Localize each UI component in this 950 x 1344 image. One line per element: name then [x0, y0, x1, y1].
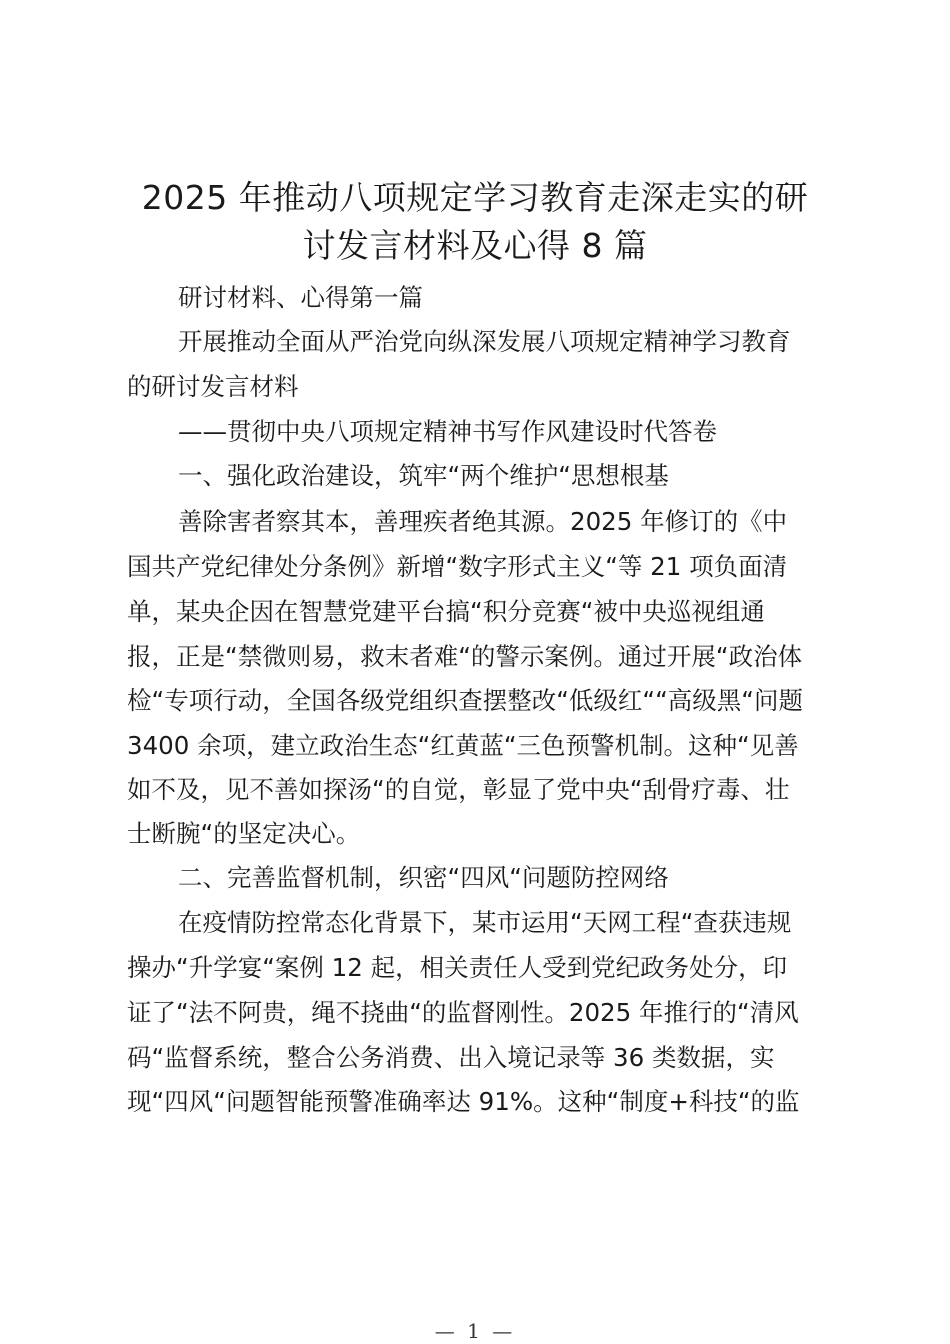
paragraph-line: 码“监督系统，整合公务消费、出入境记录等 36 类数据，实	[127, 1043, 775, 1072]
paragraph-line: 在疫情防控常态化背景下，某市运用“天网工程“查获违规	[178, 908, 792, 937]
paragraph-line: 现“四风“问题智能预警准确率达 91%。这种“制度+科技“的监	[127, 1087, 800, 1116]
section-heading-part-1: 研讨材料、心得第一篇	[178, 283, 423, 312]
paragraph-line: 3400 余项，建立政治生态“红黄蓝“三色预警机制。这种“见善	[127, 731, 799, 760]
paragraph-line: 善除害者察其本，善理疾者绝其源。2025 年修订的《中	[178, 507, 788, 536]
subtitle-line: 的研讨发言材料	[127, 372, 299, 401]
paragraph-line: 国共产党纪律处分条例》新增“数字形式主义“等 21 项负面清	[127, 552, 788, 581]
subtitle-dash-line: ——贯彻中央八项规定精神书写作风建设时代答卷	[178, 417, 717, 446]
page-number: — 1 —	[434, 1319, 516, 1343]
document-title-line-2: 讨发言材料及心得 8 篇	[302, 226, 648, 265]
paragraph-line: 报，正是“禁微则易，救末者难“的警示案例。通过开展“政治体	[127, 642, 803, 671]
section-heading-1: 一、强化政治建设，筑牢“两个维护“思想根基	[178, 461, 669, 490]
paragraph-line: 证了“法不阿贵，绳不挠曲“的监督刚性。2025 年推行的“清风	[127, 998, 799, 1027]
document-title-line-1: 2025 年推动八项规定学习教育走深走实的研	[141, 178, 809, 217]
paragraph-line: 单，某央企因在智慧党建平台搞“积分竞赛“被中央巡视组通	[127, 597, 765, 626]
paragraph-line: 检“专项行动，全国各级党组织查摆整改“低级红““高级黑“问题	[127, 686, 803, 715]
paragraph-line: 操办“升学宴“案例 12 起，相关责任人受到党纪政务处分，印	[127, 953, 788, 982]
section-heading-2: 二、完善监督机制，织密“四风“问题防控网络	[178, 863, 669, 892]
paragraph-line: 如不及，见不善如探汤“的自觉，彰显了党中央“刮骨疗毒、壮	[127, 775, 790, 804]
subtitle-line: 开展推动全面从严治党向纵深发展八项规定精神学习教育	[178, 327, 791, 356]
paragraph-line: 士断腕“的坚定决心。	[127, 819, 361, 848]
